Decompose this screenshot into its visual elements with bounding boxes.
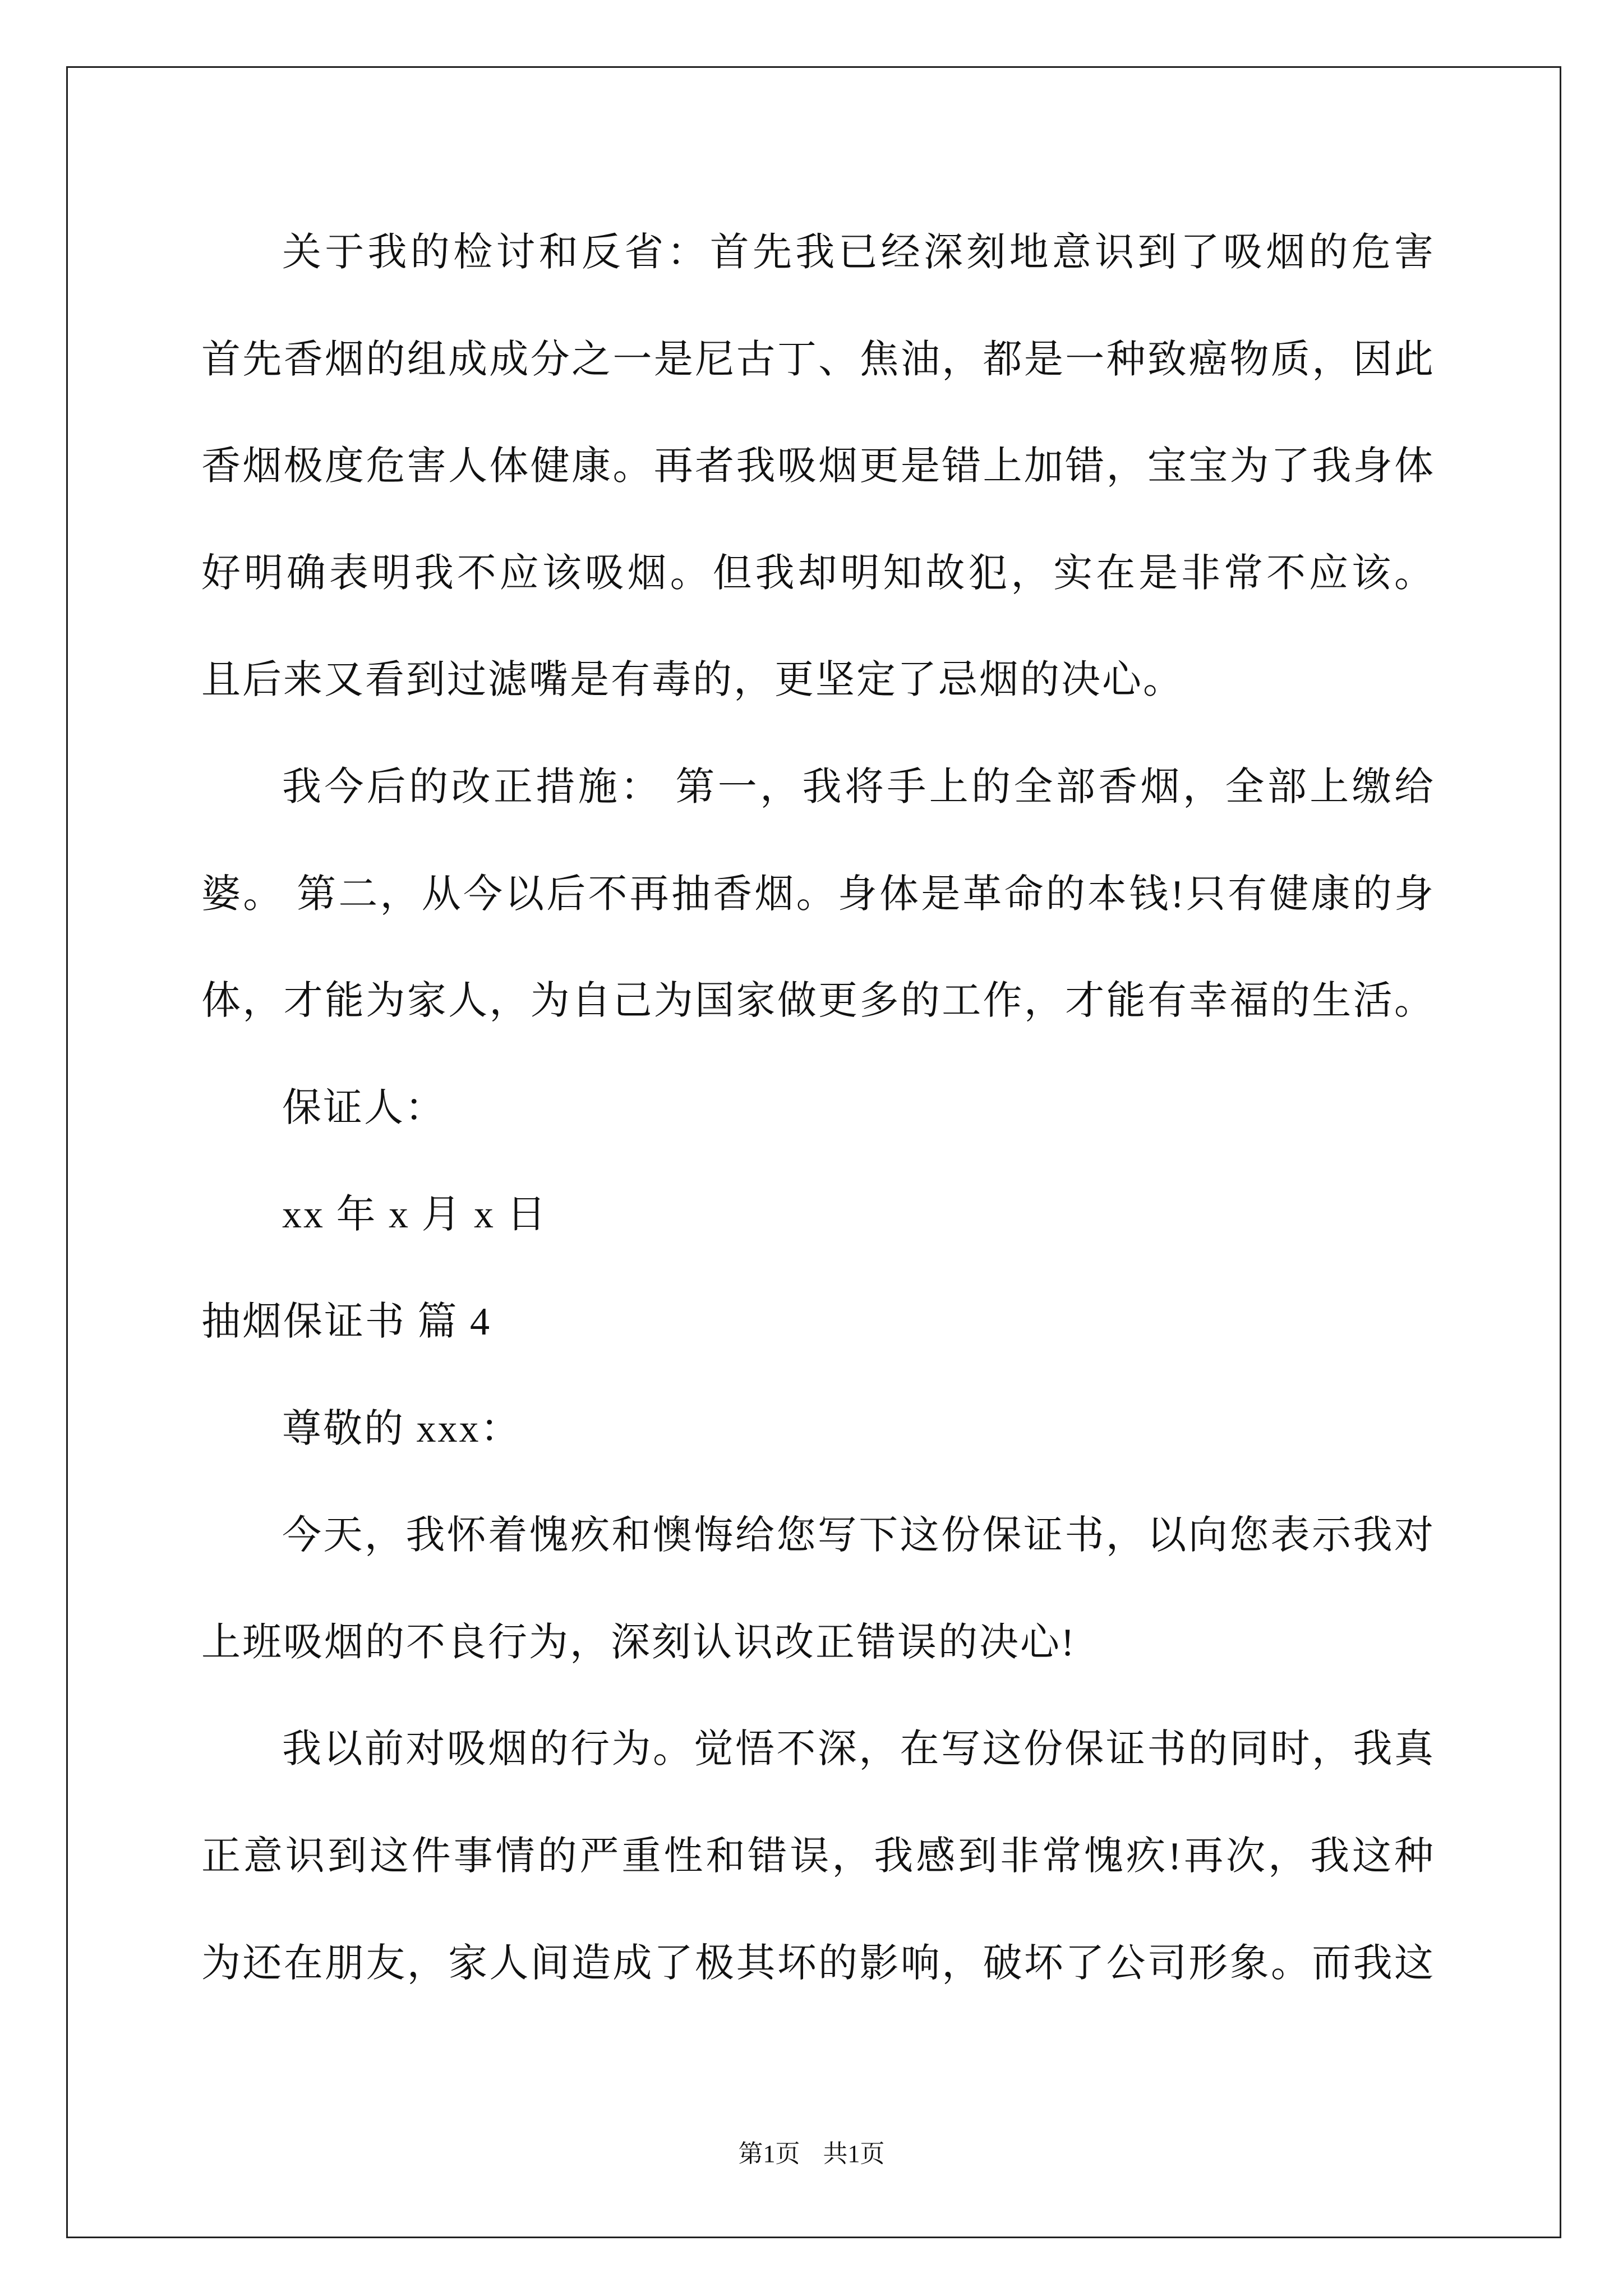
paragraph-line: 我今后的改正措施： 第一，我将手上的全部香烟，全部上缴给 bbox=[282, 765, 1435, 809]
section-heading: 抽烟保证书 篇 4 bbox=[201, 1300, 491, 1343]
paragraph-line: 婆。 第二，从今以后不再抽香烟。身体是革命的本钱!只有健康的身 bbox=[201, 872, 1435, 916]
signature-label: 保证人： bbox=[282, 1086, 446, 1130]
paragraph-line: 为还在朋友，家人间造成了极其坏的影响，破坏了公司形象。而我这 bbox=[201, 1941, 1435, 1985]
document-body bbox=[201, 200, 1435, 2017]
date-line: xx 年 x 月 x 日 bbox=[282, 1193, 548, 1237]
paragraph-line: 今天，我怀着愧疚和懊悔给您写下这份保证书，以向您表示我对 bbox=[282, 1514, 1435, 1558]
paragraph-line: 且后来又看到过滤嘴是有毒的，更坚定了忌烟的决心。 bbox=[201, 659, 1184, 702]
paragraph-line: 香烟极度危害人体健康。再者我吸烟更是错上加错，宝宝为了我身体 bbox=[201, 445, 1435, 489]
paragraph-line: 关于我的检讨和反省：首先我已经深刻地意识到了吸烟的危害 bbox=[282, 231, 1435, 274]
page-footer: 第1页 共1页 bbox=[738, 2140, 885, 2168]
salutation: 尊敬的 xxx： bbox=[282, 1407, 522, 1451]
paragraph-line: 好明确表明我不应该吸烟。但我却明知故犯，实在是非常不应该。 bbox=[201, 551, 1435, 595]
paragraph-line: 首先香烟的组成成分之一是尼古丁、焦油，都是一种致癌物质，因此 bbox=[201, 338, 1435, 381]
paragraph-line: 上班吸烟的不良行为，深刻认识改正错误的决心! bbox=[201, 1621, 1076, 1664]
paragraph-line: 我以前对吸烟的行为。觉悟不深，在写这份保证书的同时，我真 bbox=[282, 1728, 1435, 1772]
paragraph-line: 体，才能为家人，为自己为国家做更多的工作，才能有幸福的生活。 bbox=[201, 979, 1435, 1023]
paragraph-line: 正意识到这件事情的严重性和错误，我感到非常愧疚!再次，我这种 bbox=[201, 1834, 1435, 1878]
